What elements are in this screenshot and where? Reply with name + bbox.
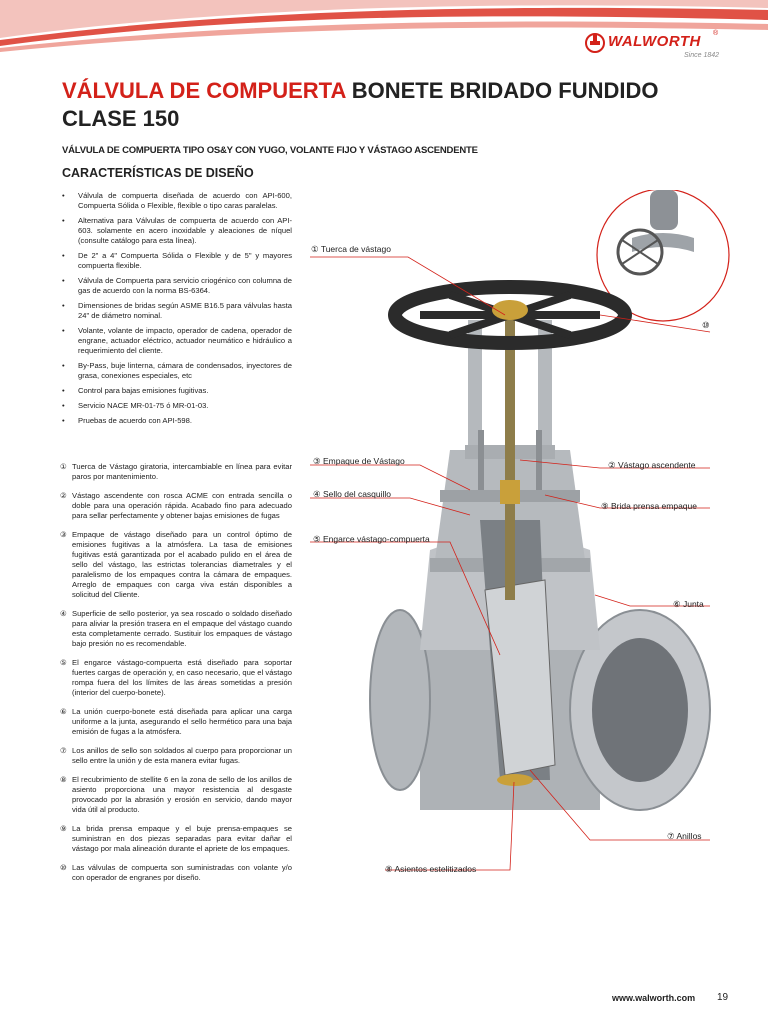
item-text: La brida prensa empaque y el buje prensa-empaques se suministran en dos piezas separadas para evitar dañar el vástago por mala alineación durante el apriete de los empaques. — [72, 824, 292, 853]
item-text: Empaque de vástago diseñado para un control óptimo de emisiones fugitivas a la atmósfera. La tasa de emisiones fugitivas está garantizada por el acabado pulido en el área de sello del vástago, las estrictas tolerancias diametrales y el paralelismo de los empaques contra la cámara de empaques. Arreglo de empaques con carga viva están disponibles a solicitud del Cliente. — [72, 530, 292, 599]
feature-item: • Dimensiones de bridas según ASME B16.5 para válvulas hasta 24" de diámetro nominal. — [60, 301, 292, 321]
item-text: Superficie de sello posterior, ya sea roscado o soldado diseñado para aliviar la presión trasera en el empaque del vástago cuando esta completamente cerrado. Sustituir los empaques de vástago bajo presión no es recomendable. — [72, 609, 292, 648]
feature-item: • Alternativa para Válvulas de compuerta de acuerdo con API-603. solamente en acero inoxidable y aleaciones de níquel (consulte catálogo para esta línea). — [60, 216, 292, 246]
component-description — [60, 746, 292, 766]
callout-stellite-seats: ⑧ Asientos estelitizados — [385, 864, 477, 874]
item-text: Vástago ascendente con rosca ACME con entrada sencilla o doble para una operación rápida. Acabado fino para adecuado para sellar perfectamente y obtener bajas emisiones de fugas — [72, 491, 292, 520]
callout-stem-nut: ① Tuerca de vástago — [311, 244, 391, 254]
component-description — [60, 530, 292, 600]
item-text: Tuerca de Vástago giratoria, intercambiable en línea para evitar paros por mantenimiento. — [72, 462, 292, 481]
title-red: VÁLVULA DE COMPUERTA — [62, 78, 346, 103]
component-description — [60, 863, 292, 883]
feature-item: • De 2" a 4" Compuerta Sólida o Flexible y de 5" y mayores compuerta flexible. — [60, 251, 292, 271]
component-descriptions — [60, 462, 292, 892]
component-description — [60, 462, 292, 482]
valve-body — [370, 310, 710, 810]
item-text: El recubrimiento de stellite 6 en la zona de sello de los anillos de asiento proporciona una mayor resistencia al desgaste provocado por la abrasión y erosión en servicio, dando mayor vida útil al producto. — [72, 775, 292, 814]
callout-backseat: ④ Sello del casquillo — [313, 489, 392, 499]
item-number: ① — [60, 462, 67, 471]
component-description — [60, 658, 292, 698]
callout-gasket: ⑥ Junta — [673, 599, 704, 609]
brand-name: WALWORTH — [608, 33, 701, 50]
component-description — [60, 824, 292, 854]
title-dark: BONETE BRIDADO FUNDIDO — [351, 78, 659, 103]
feature-item: • Pruebas de acuerdo con API-598. — [60, 416, 292, 426]
item-number: ⑧ — [60, 775, 67, 784]
page-title-line2: CLASE 150 — [62, 106, 180, 131]
page-subtitle: VÁLVULA DE COMPUERTA TIPO OS&Y CON YUGO, VOLANTE FIJO Y VÁSTAGO ASCENDENTE — [62, 145, 478, 156]
component-description — [60, 775, 292, 815]
page-title — [62, 78, 658, 104]
callout-stem-packing: ③ Empaque de Vástago — [313, 456, 405, 466]
item-number: ③ — [60, 530, 67, 539]
item-number: ④ — [60, 609, 67, 618]
feature-item: • Servicio NACE MR-01-75 ó MR-01-03. — [60, 401, 292, 411]
feature-item: • Válvula de Compuerta para servicio criogénico con columna de gas de acuerdo con la norma BS-6364. — [60, 276, 292, 296]
item-text: Los anillos de sello son soldados al cuerpo para proporcionar un sello entre la unión y de esta manera evitar fugas. — [72, 746, 292, 765]
feature-item: • Control para bajas emisiones fugitivas. — [60, 386, 292, 396]
feature-item: • By-Pass, buje linterna, cámara de condensados, inyectores de grasa, conexiones especiales, etc — [60, 361, 292, 381]
component-description — [60, 707, 292, 737]
callout-stem-disc-connection: ⑤ Engarce vástago-compuerta — [313, 534, 430, 544]
brand-since: Since 1842 — [684, 52, 720, 59]
item-number: ⑥ — [60, 707, 67, 716]
brand-registered-mark: ® — [713, 30, 719, 37]
item-number: ⑤ — [60, 658, 67, 667]
page-number: 19 — [717, 992, 729, 1003]
callout-rising-stem: ② Vástago ascendente — [608, 460, 696, 470]
callout-seat-rings: ⑦ Anillos — [667, 831, 702, 841]
item-text: Las válvulas de compuerta son suministradas con volante y/o con operador de engranes por diseño. — [72, 863, 292, 882]
component-description — [60, 609, 292, 649]
item-text: El engarce vástago-compuerta está diseñado para soportar fuertes cargas de operación y, en caso necesario, que el vástago rompa fuera del los límites de las áreas sometidas a presión (interior del cuerpo-bonete). — [72, 658, 292, 697]
valve-logo-icon — [584, 32, 606, 54]
callout-gland-flange: ⑨ Brida prensa empaque — [601, 501, 697, 511]
features-list — [60, 191, 292, 431]
item-number: ⑦ — [60, 746, 67, 755]
feature-item: • Válvula de compuerta diseñada de acuerdo con API-600, Compuerta Sólida o Flexible, flexible o tipo caras paralelas. — [60, 191, 292, 211]
section-title: CARACTERÍSTICAS DE DISEÑO — [62, 166, 254, 180]
item-text: La unión cuerpo-bonete está diseñada para aplicar una carga uniforme a la junta, asegurando el sello hermético para una baja emisión de fugas a la atmósfera. — [72, 707, 292, 736]
callout-handwheel: ⑩ — [702, 320, 710, 330]
item-number: ⑨ — [60, 824, 67, 833]
footer-url[interactable]: www.walworth.com — [612, 993, 696, 1003]
component-description — [60, 491, 292, 521]
feature-item: • Volante, volante de impacto, operador de cadena, operador de engrane, actuador eléctrico, actuador neumático e hidráulico a requerimiento del cliente. — [60, 326, 292, 356]
item-number: ⑩ — [60, 863, 67, 872]
item-number: ② — [60, 491, 67, 500]
